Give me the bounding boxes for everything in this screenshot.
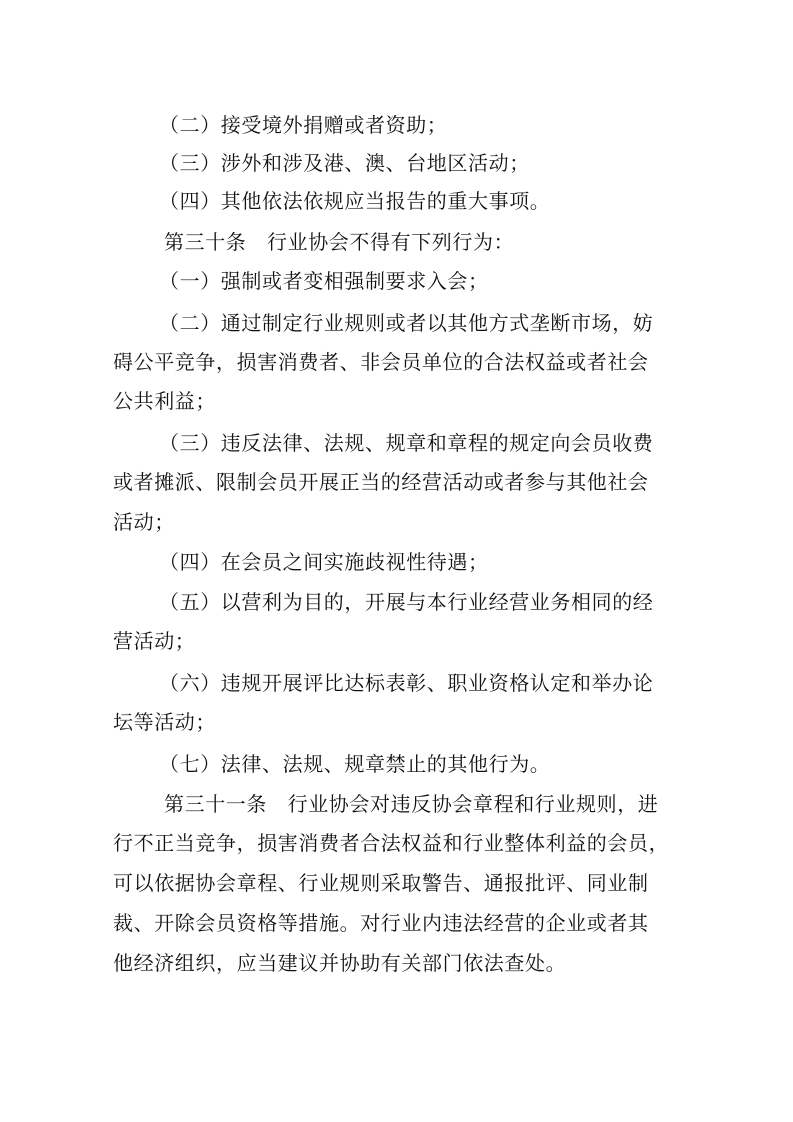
text-line	[0, 105, 793, 145]
text-line-content: 第三十一条 行业协会对违反协会章程和行业规则，进	[164, 792, 659, 816]
text-line	[0, 582, 793, 622]
text-line	[0, 423, 793, 463]
text-line-content: 裁、开除会员资格等措施。对行业内违法经营的企业或者其	[113, 911, 649, 935]
text-line-content: （六）违规开展评比达标表彰、职业资格认定和举办论	[159, 671, 654, 695]
text-line-content: （七）法律、法规、规章禁止的其他行为。	[159, 752, 551, 776]
text-line-content: （二）通过制定行业规则或者以其他方式垄断市场，妨	[159, 311, 654, 335]
text-line-content: （三）涉外和涉及港、澳、台地区活动；	[159, 151, 530, 175]
article-heading	[0, 784, 793, 824]
text-line	[0, 903, 793, 943]
text-line-content: 活动；	[113, 510, 175, 534]
text-line	[0, 542, 793, 582]
text-line-content: 或者摊派、限制会员开展正当的经营活动或者参与其他社会	[113, 470, 649, 494]
text-line-content: （四）其他依法依规应当报告的重大事项。	[159, 189, 551, 213]
text-line	[0, 702, 793, 742]
text-line-content: （一）强制或者变相强制要求入会；	[159, 269, 489, 293]
text-line	[0, 462, 793, 502]
text-line	[0, 943, 793, 983]
text-line-content: 第三十条 行业协会不得有下列行为：	[164, 230, 515, 254]
text-line-content: 公共利益；	[113, 389, 216, 413]
text-line	[0, 143, 793, 183]
text-line-content: 行不正当竞争，损害消费者合法权益和行业整体利益的会员，	[113, 831, 670, 855]
text-line-content: 营活动；	[113, 629, 196, 653]
text-line-content: （二）接受境外捐赠或者资助；	[159, 113, 448, 137]
text-line	[0, 621, 793, 661]
text-line-content: 碍公平竞争，损害消费者、非会员单位的合法权益或者社会	[113, 350, 649, 374]
text-line	[0, 823, 793, 863]
text-line	[0, 744, 793, 784]
text-line-content: （三）违反法律、法规、规章和章程的规定向会员收费	[159, 431, 654, 455]
text-line-content: 可以依据协会章程、行业规则采取警告、通报批评、同业制	[113, 871, 649, 895]
text-line-content: 他经济组织，应当建议并协助有关部门依法查处。	[113, 951, 567, 975]
text-line	[0, 342, 793, 382]
text-line	[0, 863, 793, 903]
text-line	[0, 181, 793, 221]
article-heading	[0, 222, 793, 262]
text-line	[0, 261, 793, 301]
text-line	[0, 303, 793, 343]
text-line-content: （四）在会员之间实施歧视性待遇；	[159, 550, 489, 574]
text-line	[0, 502, 793, 542]
text-line-content: 坛等活动；	[113, 710, 216, 734]
text-line	[0, 381, 793, 421]
text-line	[0, 663, 793, 703]
text-line-content: （五）以营利为目的，开展与本行业经营业务相同的经	[159, 590, 654, 614]
